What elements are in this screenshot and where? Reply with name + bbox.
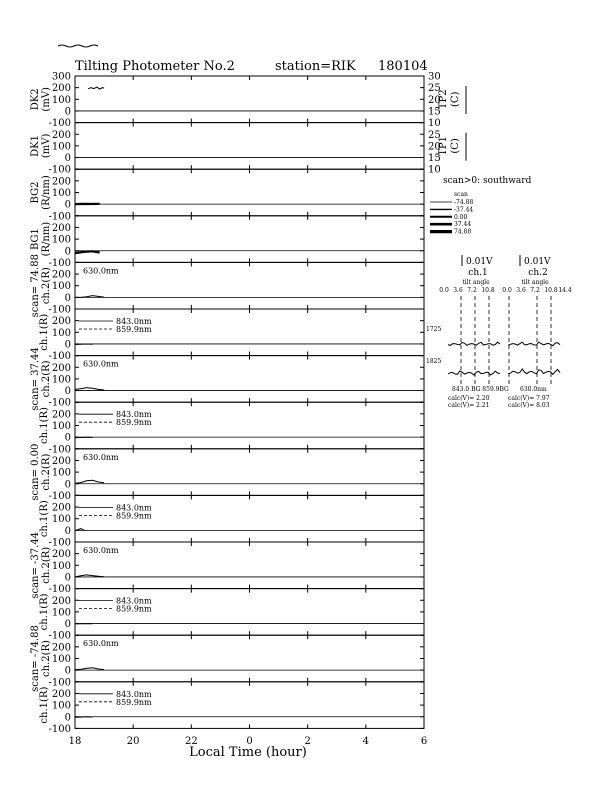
temp-axis-label: TP1: [438, 136, 449, 156]
panel-frame: [75, 123, 424, 170]
panel-label: DK2: [30, 88, 41, 111]
panel-4: [30, 254, 424, 317]
y-tick-label: -100: [48, 211, 71, 223]
series-line: [75, 251, 100, 253]
y-tick-label: 0: [64, 153, 71, 165]
legend-label: 859.9nm: [116, 418, 152, 428]
panel-label: ch.1(R): [39, 500, 50, 538]
ch1-label: ch.1: [468, 268, 488, 278]
y-tick-label: 100: [51, 94, 71, 106]
tilt-tick-label: 7.2: [467, 287, 477, 294]
y-tick-label: 100: [51, 327, 71, 339]
panel-label: (mV): [41, 133, 52, 159]
calc-ch1: calc(V)= 2.21: [448, 402, 490, 409]
scan-legend-label: 0.00: [454, 213, 468, 221]
tilt-label-ch2: tilt angle: [521, 279, 549, 286]
y-tick-label: 0: [64, 386, 71, 398]
temp-axis-label: TP2: [438, 89, 449, 110]
panel-frame: [75, 262, 424, 309]
y-tick-label: 100: [51, 654, 71, 665]
panel-frame: [75, 449, 424, 496]
y-tick-label: -100: [48, 444, 71, 456]
panel-label: ch.2(R): [41, 640, 52, 677]
x-tick-label: 6: [420, 736, 428, 747]
panel-label: (R/nm): [41, 175, 52, 210]
panel-label: ch.1(R): [39, 313, 50, 351]
series-line: [75, 388, 104, 390]
temp-tick-label: 10: [428, 118, 441, 130]
panel-frame: [75, 169, 424, 216]
y-tick-label: 0: [64, 199, 71, 211]
y-tick-label: 100: [51, 467, 71, 479]
panel-label: scan= 37.44: [30, 347, 41, 411]
tilt-tick-label: 3.6: [453, 287, 463, 294]
legend-label: 843.0nm: [116, 596, 152, 606]
y-tick-label: 100: [51, 607, 71, 619]
panel-label: scan= -74.88: [30, 625, 41, 692]
y-tick-label: 200: [51, 129, 71, 141]
y-tick-label: 0: [64, 106, 71, 118]
panel-frame: [75, 635, 424, 682]
panel-label: scan= 0.00: [30, 443, 41, 501]
temp-tick-label: 30: [428, 71, 441, 83]
legend-label: 859.9nm: [116, 604, 152, 614]
tilt-tick-label: 0.0: [439, 287, 449, 294]
series-line: [75, 344, 93, 345]
tilt-tick-label: 0.0: [502, 287, 512, 294]
y-tick-label: -100: [48, 723, 71, 735]
scan-legend: [430, 176, 532, 236]
y-tick-label: 200: [51, 549, 71, 561]
y-tick-label: 100: [51, 560, 71, 572]
inset-trace: [448, 371, 500, 375]
y-tick-label: 0: [64, 572, 71, 584]
y-tick-label: 200: [51, 595, 71, 607]
y-tick-label: 0: [64, 525, 71, 537]
tilt-tick-label: 7.2: [530, 287, 540, 294]
temp-axis: [428, 72, 466, 130]
panel-label: BG1: [30, 228, 41, 251]
panel-label: (R/nm): [41, 221, 52, 257]
y-tick-label: 0: [64, 432, 71, 444]
ch2-label: ch.2: [528, 268, 548, 278]
panel-13: [39, 682, 424, 735]
wavelength-label: 630.0nm: [83, 266, 119, 276]
y-tick-label: 200: [51, 642, 71, 654]
tilt-tick-label: 10.8: [544, 287, 558, 294]
scan-legend-label: 37.44: [454, 221, 472, 229]
x-tick-label: 18: [68, 736, 82, 747]
tilt-tick-label: 14.4: [558, 287, 572, 294]
series-line: [88, 87, 104, 89]
panel-label: ch.2(R): [41, 360, 52, 398]
x-tick-label: 2: [304, 736, 311, 747]
y-tick-label: 0: [64, 246, 71, 258]
temp-tick-label: 15: [428, 153, 441, 165]
panel-3: [30, 216, 424, 269]
scan-legend-label: -37.44: [454, 206, 474, 214]
legend-label: 859.9nm: [116, 325, 152, 334]
inset-trace: [508, 369, 560, 374]
temp-tick-label: 15: [428, 106, 441, 118]
inset-trace: [448, 342, 500, 345]
series-line: [75, 717, 93, 718]
y-tick-label: 0: [64, 479, 71, 491]
panel-stack: [30, 72, 466, 735]
panel-11: [39, 589, 424, 642]
inset-bottom-label-ch1: 843.0 BG 859.9BG: [452, 386, 509, 393]
panel-frame: [75, 216, 424, 263]
y-tick-label: 100: [51, 141, 71, 153]
y-tick-label: 200: [51, 688, 71, 700]
panel-5: [39, 309, 424, 362]
panel-label: ch.2(R): [41, 546, 52, 584]
y-tick-label: 100: [51, 281, 71, 293]
panel-0: [30, 72, 466, 130]
panel-2: [30, 169, 424, 222]
inset-bottom-label-ch2: 630.0nm: [520, 386, 547, 393]
x-tick-label: 20: [126, 736, 140, 747]
y-tick-label: -100: [48, 257, 71, 269]
temp-tick-label: 25: [428, 129, 441, 141]
y-tick-label: 100: [51, 421, 71, 432]
panel-7: [39, 402, 424, 455]
y-tick-label: 0: [64, 619, 71, 631]
y-tick-label: 200: [51, 502, 71, 514]
panel-frame: [75, 76, 424, 123]
legend-label: 843.0nm: [116, 503, 152, 513]
series-line: [75, 437, 93, 438]
y-tick-label: 100: [51, 374, 71, 386]
figure-title: Tilting Photometer No.2: [75, 59, 235, 74]
panel-8: [30, 444, 424, 502]
panel-label: ch.2(R): [41, 267, 52, 305]
wavelength-label: 630.0nm: [83, 546, 119, 555]
inset-trace: [508, 342, 560, 346]
y-tick-label: -100: [48, 351, 71, 363]
temp-axis-label: (C): [450, 138, 461, 154]
series-line: [75, 668, 104, 670]
y-tick-label: -100: [48, 397, 71, 409]
ch1-scale-label: 0.01V: [466, 257, 493, 267]
scan-legend-label: 74.88: [454, 228, 472, 236]
date-label: 180104: [378, 59, 428, 74]
time-label: 1725: [426, 326, 442, 333]
y-tick-label: 0: [64, 712, 71, 724]
panel-frame: [75, 542, 424, 589]
y-tick-label: -100: [48, 537, 71, 549]
wavelength-label: 630.0nm: [83, 359, 119, 369]
y-tick-label: 200: [51, 455, 71, 467]
y-tick-label: 0: [64, 665, 71, 677]
y-tick-label: 300: [51, 71, 71, 83]
calc-ch2: calc(V)= 7.97: [508, 395, 550, 402]
tilt-tick-label: 10.8: [481, 287, 495, 294]
tilt-label-ch1: tilt angle: [462, 279, 490, 286]
y-tick-label: -100: [48, 677, 71, 689]
legend-label: 843.0nm: [116, 317, 152, 326]
station-label: station=RIK: [275, 59, 356, 74]
y-tick-label: -100: [48, 304, 71, 316]
temp-tick-label: 25: [428, 83, 441, 95]
calc-ch2: calc(V)= 8.03: [508, 402, 550, 409]
wavelength-label: 630.0nm: [83, 452, 119, 462]
y-tick-label: -100: [48, 584, 71, 596]
panel-label: ch.1(R): [39, 593, 50, 631]
wavelength-label: 630.0nm: [83, 639, 119, 649]
panel-label: scan= -37.44: [30, 531, 41, 599]
series-line: [75, 480, 104, 483]
panel-label: (mV): [41, 87, 52, 112]
panel-frame: [75, 356, 424, 403]
legend-label: 843.0nm: [116, 410, 152, 420]
panel-label: scan= 74.88: [30, 254, 41, 318]
panel-1: [30, 123, 466, 176]
y-tick-label: -100: [48, 630, 71, 642]
temp-axis-label: (C): [450, 91, 461, 108]
y-tick-label: 100: [51, 700, 71, 712]
scan-legend-label: -74.88: [454, 199, 474, 206]
y-tick-label: -100: [48, 490, 71, 502]
y-tick-label: 0: [64, 339, 71, 351]
x-tick-label: 22: [184, 736, 198, 747]
panel-label: ch.1(R): [39, 686, 50, 724]
tilt-tick-label: 3.6: [516, 287, 526, 294]
y-tick-label: 200: [51, 362, 71, 374]
x-axis-label: Local Time (hour): [189, 745, 307, 760]
y-tick-label: 200: [51, 83, 71, 95]
time-label: 1825: [426, 358, 442, 365]
temp-axis: [428, 130, 466, 176]
y-tick-label: 200: [51, 269, 71, 281]
y-tick-label: 200: [51, 176, 71, 188]
panel-label: ch.2(R): [41, 453, 52, 491]
y-tick-label: 200: [51, 222, 71, 234]
y-tick-label: 200: [51, 409, 71, 421]
panel-9: [39, 495, 424, 548]
temp-tick-label: 20: [428, 94, 441, 106]
temp-tick-label: 10: [428, 164, 441, 176]
y-tick-label: 100: [51, 234, 71, 246]
x-tick-label: 4: [362, 736, 370, 747]
legend-label: 859.9nm: [116, 697, 152, 707]
y-tick-label: 100: [51, 188, 71, 199]
calc-ch1: calc(V)= 2.20: [448, 395, 490, 402]
scan-legend-heading: scan: [454, 191, 468, 198]
tilt-inset: [426, 255, 572, 409]
x-tick-label: 0: [246, 736, 253, 747]
y-tick-label: 200: [51, 316, 71, 328]
panel-label: ch.1(R): [39, 407, 50, 444]
legend-label: 859.9nm: [116, 511, 152, 521]
ch2-scale-label: 0.01V: [524, 257, 551, 267]
temp-tick-label: 20: [428, 141, 441, 153]
panel-label: BG2: [30, 181, 41, 204]
top-mark: [58, 45, 98, 47]
panel-6: [30, 347, 424, 410]
y-tick-label: 0: [64, 292, 71, 304]
y-tick-label: 100: [51, 514, 71, 526]
scan-legend-title: scan>0: southward: [443, 176, 532, 186]
y-tick-label: -100: [48, 164, 71, 176]
panel-label: DK1: [30, 134, 41, 157]
legend-label: 843.0nm: [116, 689, 152, 699]
y-tick-label: -100: [48, 118, 71, 130]
